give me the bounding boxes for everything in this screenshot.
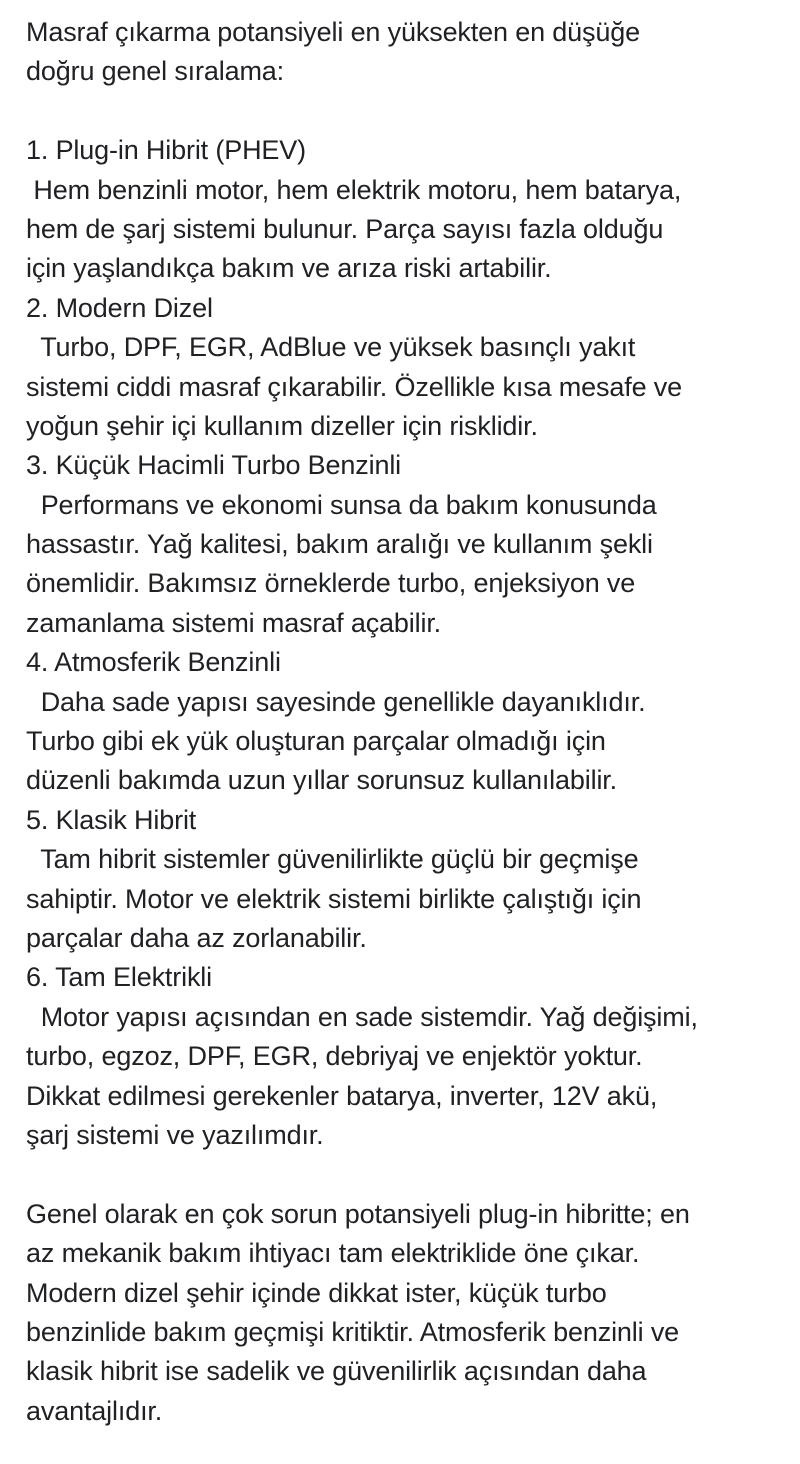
list-item-line: Turbo, DPF, EGR, AdBlue ve yüksek basınçlı yakıt: [26, 332, 636, 363]
conclusion-paragraph: [26, 1195, 786, 1431]
list-item-line: Motor yapısı açısından en sade sistemdir. Yağ değişimi,: [26, 1001, 698, 1032]
list-item-line: yoğun şehir içi kullanım dizeller için risklidir.: [26, 410, 538, 441]
list-item-line: Performans ve ekonomi sunsa da bakım konusunda: [26, 489, 657, 520]
list-item-line: Hem benzinli motor, hem elektrik motoru, hem batarya,: [26, 174, 682, 205]
list-item-title: 2. Modern Dizel: [26, 292, 213, 323]
list-item-line: sistemi ciddi masraf çıkarabilir. Özellikle kısa mesafe ve: [26, 371, 683, 402]
conclusion-line: klasik hibrit ise sadelik ve güvenilirlik açısından daha: [26, 1356, 647, 1387]
list-item-line: parçalar daha az zorlanabilir.: [26, 922, 367, 953]
list-item-title: 4. Atmosferik Benzinli: [26, 647, 281, 678]
list-item-line: sahiptir. Motor ve elektrik sistemi birlikte çalıştığı için: [26, 883, 642, 914]
list-item-line: hem de şarj sistemi bulunur. Parça sayısı fazla olduğu: [26, 213, 664, 244]
intro-line: doğru genel sıralama:: [26, 56, 285, 87]
conclusion-line: az mekanik bakım ihtiyacı tam elektriklide öne çıkar.: [26, 1238, 640, 1269]
list-item: [26, 131, 786, 289]
list-item-line: için yaşlandıkça bakım ve arıza riski artabilir.: [26, 253, 552, 284]
list-item-title: 1. Plug-in Hibrit (PHEV): [26, 135, 306, 166]
ranked-list: [26, 131, 786, 1155]
list-item-title: 6. Tam Elektrikli: [26, 962, 213, 993]
list-item-line: zamanlama sistemi masraf açabilir.: [26, 607, 442, 638]
list-item-line: Tam hibrit sistemler güvenilirlikte güçlü bir geçmişe: [26, 844, 639, 875]
list-item: [26, 958, 786, 1155]
list-item-line: Turbo gibi ek yük oluşturan parçalar olmadığı için: [26, 726, 606, 757]
list-item-title: 3. Küçük Hacimli Turbo Benzinli: [26, 450, 402, 481]
list-item-line: hassastır. Yağ kalitesi, bakım aralığı ve kullanım şekli: [26, 529, 653, 560]
list-item-line: önemlidir. Bakımsız örneklerde turbo, enjeksiyon ve: [26, 568, 636, 599]
conclusion-line: Genel olarak en çok sorun potansiyeli plug-in hibritte; en: [26, 1198, 690, 1229]
list-item-line: şarj sistemi ve yazılımdır.: [26, 1119, 324, 1150]
list-item: [26, 289, 786, 447]
conclusion-line: benzinlide bakım geçmişi kritiktir. Atmosferik benzinli ve: [26, 1316, 680, 1347]
conclusion-line: Modern dizel şehir içinde dikkat ister, küçük turbo: [26, 1277, 607, 1308]
list-item-title: 5. Klasik Hibrit: [26, 804, 197, 835]
document-body: [26, 13, 786, 1431]
list-item: [26, 446, 786, 643]
list-item: [26, 643, 786, 801]
list-item-line: turbo, egzoz, DPF, EGR, debriyaj ve enjektör yoktur.: [26, 1041, 643, 1072]
paragraph-spacer: [26, 92, 786, 131]
intro-line: Masraf çıkarma potansiyeli en yüksekten en düşüğe: [26, 17, 640, 47]
intro-paragraph: [26, 13, 786, 92]
paragraph-spacer: [26, 1155, 786, 1194]
list-item-line: Daha sade yapısı sayesinde genellikle dayanıklıdır.: [26, 686, 646, 717]
list-item-line: düzenli bakımda uzun yıllar sorunsuz kullanılabilir.: [26, 765, 618, 796]
conclusion-line: avantajlıdır.: [26, 1395, 163, 1426]
list-item-line: Dikkat edilmesi gerekenler batarya, inverter, 12V akü,: [26, 1080, 658, 1111]
list-item: [26, 801, 786, 959]
